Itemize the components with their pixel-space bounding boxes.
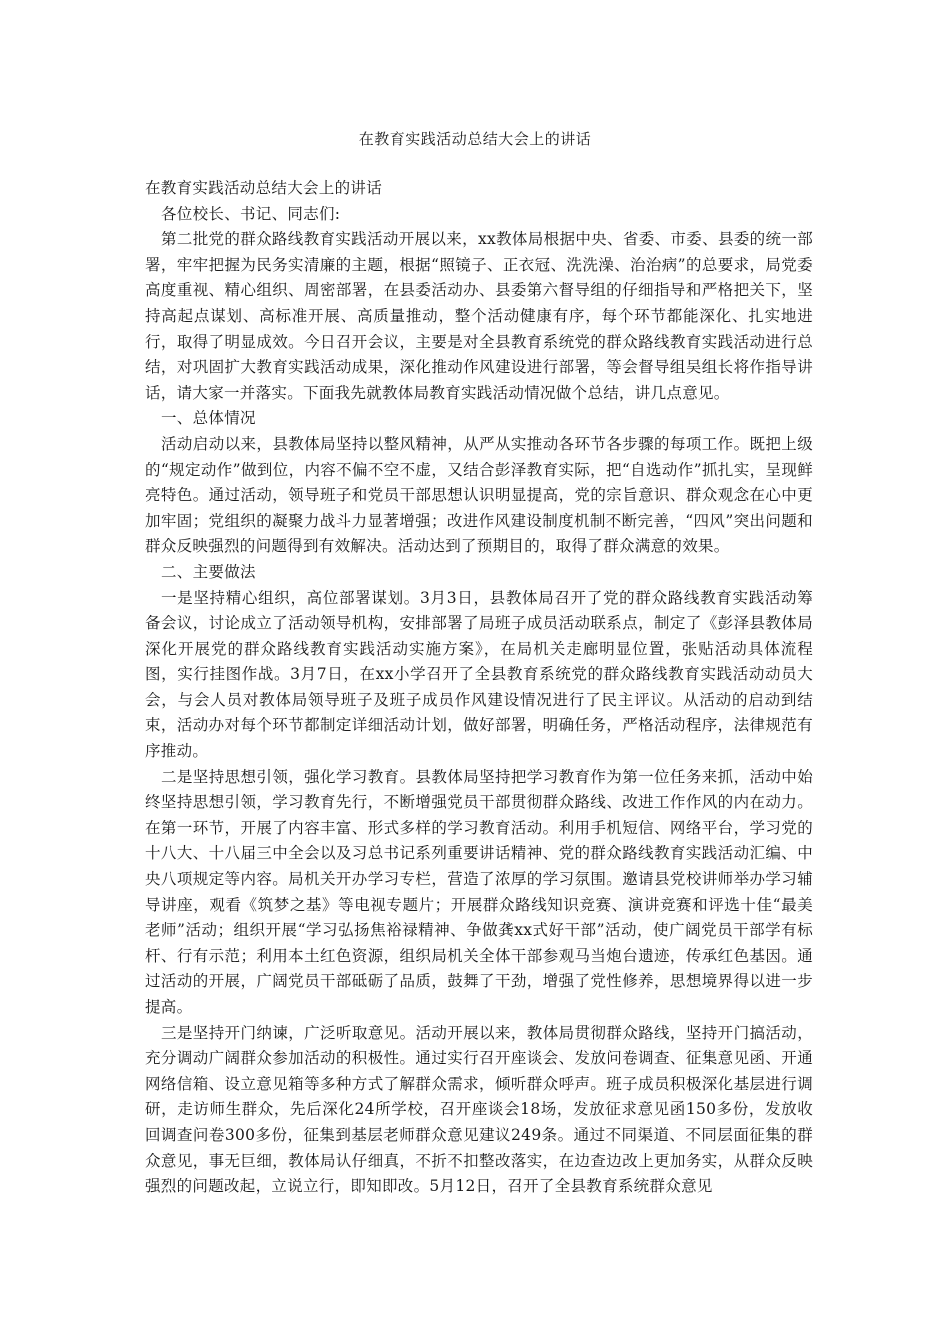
section-heading-methods: 二、主要做法: [161, 562, 256, 581]
section-heading-overview: 一、总体情况: [161, 409, 256, 428]
overview-paragraph: 活动启动以来，县教体局坚持以整风精神，从严从实推动各环节各步骤的每项工作。既把上级的“规定动作”做到位，内容不偏不空不虚，又结合彭泽教育实际，把“自选动作”抓扎实，呈现鲜亮特色。通过活动，领导班子和党员干部思想认识明显提高，党的宗旨意识、群众观念在心中更加牢固；党组织的凝聚力战斗力显著增强；改进作风建设制度机制不断完善，“四风”突出问题和群众反映强烈的问题得到有效解决。活动达到了预期目的，取得了群众满意的效果。: [145, 434, 813, 556]
document-subtitle: 在教育实践活动总结大会上的讲话: [145, 179, 383, 197]
document-body: [145, 176, 813, 1200]
methods-paragraph-3: 三是坚持开门纳谏，广泛听取意见。活动开展以来，教体局贯彻群众路线，坚持开门搞活动，充分调动广阔群众参加活动的积极性。通过实行召开座谈会、发放问卷调查、征集意见函、开通网络信箱、设立意见箱等多种方式了解群众需求，倾听群众呼声。班子成员积极深化基层进行调研，走访师生群众，先后深化24所学校，召开座谈会18场，发放征求意见函150多份，发放收回调查问卷300多份，征集到基层老师群众意见建议249条。通过不同渠道、不同层面征集的群众意见，事无巨细，教体局认仔细真，不折不扣整改落实，在边查边改上更加务实，从群众反映强烈的问题改起，立说立行，即知即改。5月12日，召开了全县教育系统群众意见: [145, 1023, 813, 1196]
methods-paragraph-2: 二是坚持思想引领，强化学习教育。县教体局坚持把学习教育作为第一位任务来抓，活动中始终坚持思想引领，学习教育先行，不断增强党员干部贯彻群众路线、改进工作作风的内在动力。在第一环节，开展了内容丰富、形式多样的学习教育活动。利用手机短信、网络平台，学习党的十八大、十八届三中全会以及习总书记系列重要讲话精神、党的群众路线教育实践活动汇编、中央八项规定等内容。局机关开办学习专栏，营造了浓厚的学习氛围。邀请县党校讲师举办学习辅导讲座，观看《筑梦之基》等电视专题片；开展群众路线知识竞赛、演讲竞赛和评选十佳“最美老师”活动；组织开展“学习弘扬焦裕禄精神、争做龚xx式好干部”活动，使广阔党员干部学有标杆、行有示范；利用本土红色资源，组织局机关全体干部参观马当炮台遗迹，传承红色基因。通过活动的开展，广阔党员干部砥砺了品质，鼓舞了干劲，增强了党性修养，思想境界得以进一步提高。: [145, 767, 813, 1016]
methods-paragraph-1: 一是坚持精心组织，高位部署谋划。3月3日，县教体局召开了党的群众路线教育实践活动筹备会议，讨论成立了活动领导机构，安排部署了局班子成员活动联系点，制定了《彭泽县教体局深化开展党的群众路线教育实践活动实施方案》，在局机关走廊明显位置，张贴活动具体流程图，实行挂图作战。3月7日，在xx小学召开了全县教育系统党的群众路线教育实践活动动员大会，与会人员对教体局领导班子及班子成员作风建设情况进行了民主评议。从活动的启动到结束，活动办对每个环节都制定详细活动计划，做好部署，明确任务，严格活动程序，法律规范有序推动。: [145, 588, 813, 761]
intro-paragraph: 第二批党的群众路线教育实践活动开展以来，xx教体局根据中央、省委、市委、县委的统一部署，牢牢把握为民务实清廉的主题，根据“照镜子、正衣冠、洗洗澡、治治病”的总要求，局党委高度重视、精心组织、周密部署，在县委活动办、县委第六督导组的仔细指导和严格把关下，坚持高起点谋划、高标准开展、高质量推动，整个活动健康有序，每个环节都能深化、扎实地进行，取得了明显成效。今日召开会议，主要是对全县教育系统党的群众路线教育实践活动进行总结，对巩固扩大教育实践活动成果，深化推动作风建设进行部署，等会督导组吴组长将作指导讲话，请大家一并落实。下面我先就教体局教育实践活动情况做个总结，讲几点意见。: [145, 230, 813, 402]
salutation: 各位校长、书记、同志们:: [161, 204, 341, 223]
document-title: 在教育实践活动总结大会上的讲话: [358, 130, 592, 148]
